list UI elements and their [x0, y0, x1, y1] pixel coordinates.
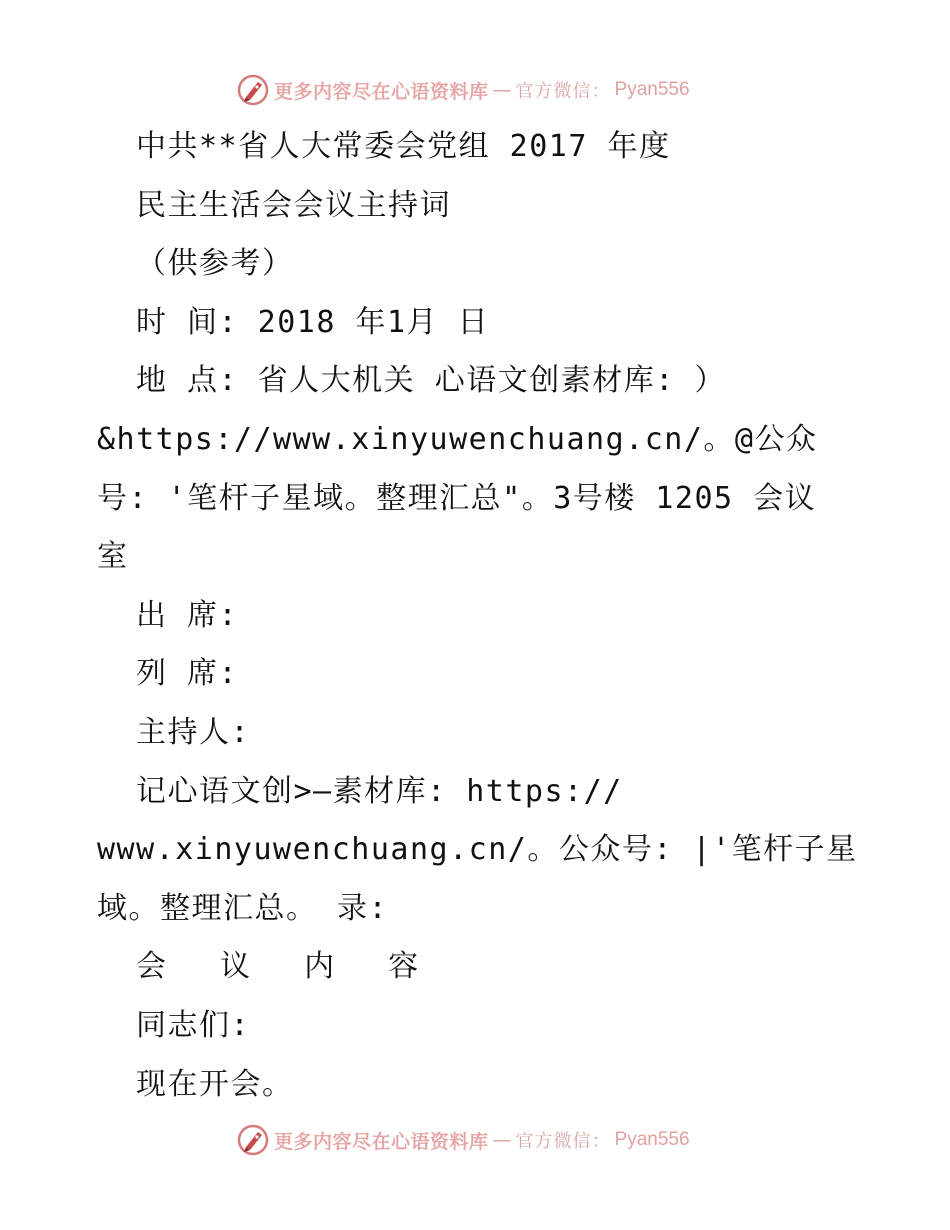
section-heading: 会 议 内 容	[136, 949, 437, 985]
greeting: 同志们:	[136, 1007, 251, 1043]
observe-line: 列 席:	[136, 656, 239, 692]
banner-wechat-label: 官方微信：	[515, 81, 611, 102]
place-line-3: 号: '笔杆子星域。整理汇总"。3号楼 1205 会议	[97, 480, 817, 516]
document-body	[97, 118, 857, 1114]
footer-banner	[236, 1122, 690, 1158]
title-line-2: 民主生活会会议主持词	[136, 187, 451, 223]
record-line-1: 记心语文创>—素材库: https://	[136, 773, 623, 809]
record-line-2: www.xinyuwenchuang.cn/。公众号: |'笔杆子星	[97, 832, 858, 868]
record-line-3: 域。整理汇总。 录:	[97, 890, 389, 926]
banner-wechat-id: Pyan556	[614, 1129, 690, 1150]
opening-sentence: 现在开会。	[136, 1066, 294, 1102]
title-line-1: 中共**省人大常委会党组 2017 年度	[136, 129, 671, 164]
place-line-1: 地 点: 省人大机关 心语文创素材库: ）	[136, 363, 726, 399]
banner-text: 更多内容尽在心语资料库	[274, 80, 489, 103]
banner-wechat-label: 官方微信：	[515, 1131, 611, 1152]
banner-separator: —	[492, 79, 512, 101]
pen-logo-icon	[236, 73, 270, 107]
attend-line: 出 席:	[136, 597, 239, 633]
banner-text: 更多内容尽在心语资料库	[274, 1130, 489, 1153]
banner-wechat-id: Pyan556	[614, 79, 690, 100]
header-banner	[236, 72, 690, 108]
place-line-4: 室	[97, 539, 129, 575]
place-line-2: &https://www.xinyuwenchuang.cn/。@公众	[97, 421, 818, 457]
subtitle: （供参考）	[136, 246, 294, 282]
pen-logo-icon	[236, 1123, 270, 1157]
host-line: 主持人:	[136, 714, 251, 750]
banner-separator: —	[492, 1129, 512, 1151]
time-line: 时 间: 2018 年1月 日	[136, 304, 490, 340]
